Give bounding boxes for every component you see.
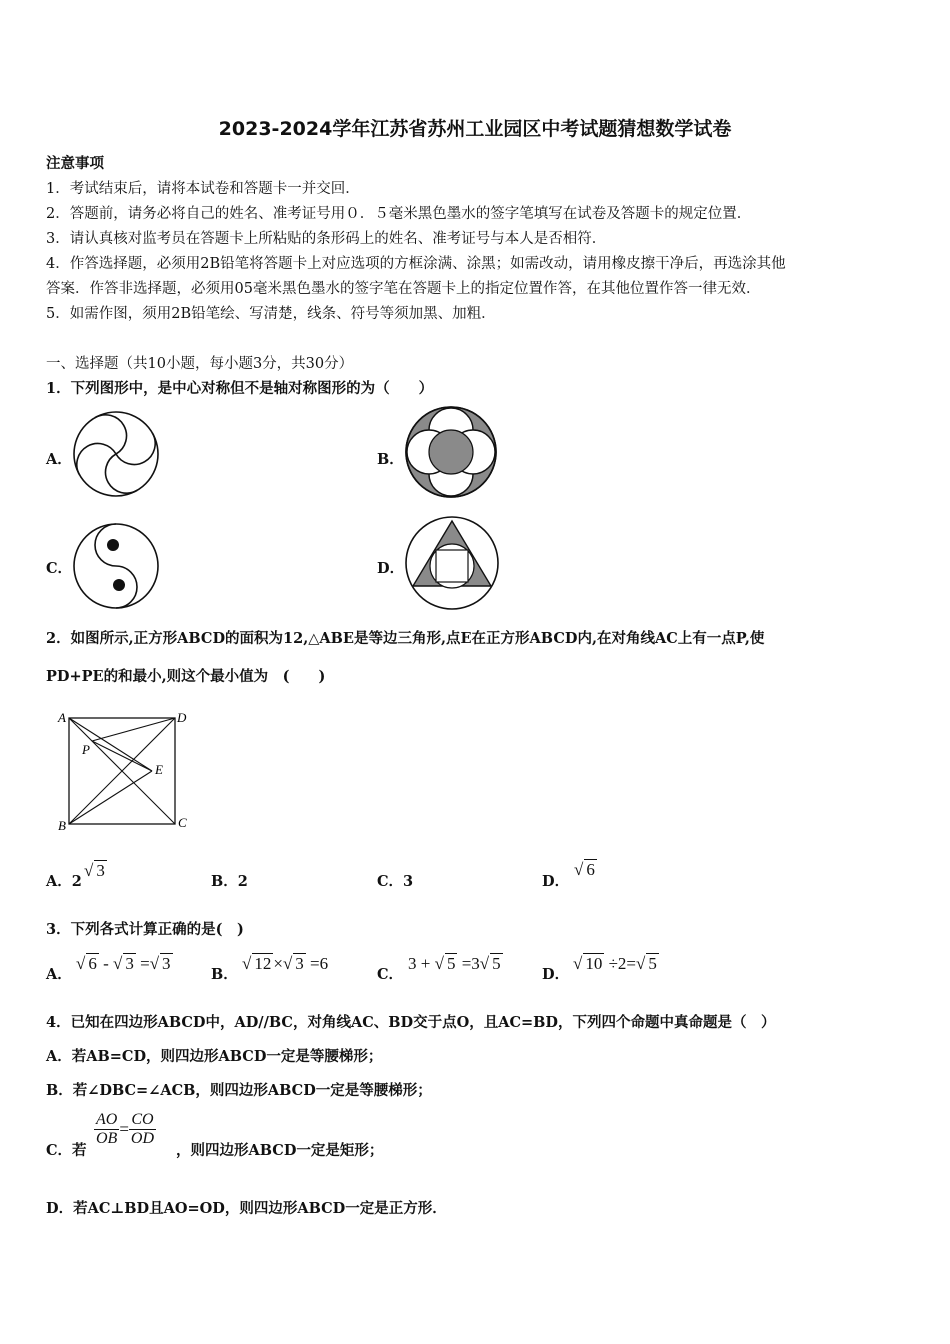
operator: = bbox=[140, 954, 150, 973]
radicand: 3 bbox=[125, 954, 134, 973]
denominator: OD bbox=[130, 1130, 155, 1147]
question-3-stem: 3．下列各式计算正确的是( ) bbox=[46, 921, 244, 938]
radicand: 3 bbox=[96, 861, 105, 880]
point-label-p: P bbox=[82, 742, 90, 757]
numerator: AO bbox=[96, 1111, 118, 1128]
operator: × bbox=[273, 954, 283, 973]
page-title: 2023-2024学年江苏省苏州工业园区中考试题猜想数学试卷 bbox=[218, 118, 732, 140]
radicand: 6 bbox=[586, 860, 595, 879]
yin-yang-figure bbox=[70, 520, 162, 612]
notice-item: 1．考试结束后，请将本试卷和答题卡一并交回． bbox=[46, 181, 360, 197]
q3-option-d-expr: √ 10 ÷2=√ 5 bbox=[573, 954, 657, 973]
operator: - bbox=[103, 954, 109, 973]
q3-option-c-label: C． bbox=[377, 966, 404, 983]
notice-item: 2．答题前，请务必将自己的姓名、准考证号用０．５毫米黑色墨水的签字笔填写在试卷及答题卡的规定位置． bbox=[46, 206, 752, 222]
vertex-label-c: C bbox=[178, 815, 187, 830]
fraction-ao-ob bbox=[94, 1111, 119, 1148]
q4-option-c-fraction-equation bbox=[94, 1111, 156, 1148]
notice-item: 3．请认真核对监考员在答题卡上所粘贴的条形码上的姓名、准考证号与本人是否相符． bbox=[46, 231, 607, 247]
equals-sign: = bbox=[119, 1119, 129, 1139]
operator: =3 bbox=[461, 954, 480, 973]
q4-option-c-label: C．若 bbox=[46, 1142, 87, 1159]
radicand: 5 bbox=[648, 954, 657, 973]
q2-option-c-label: C． bbox=[377, 873, 404, 890]
q3-option-a-label: A． bbox=[46, 966, 72, 983]
q4-option-d: D．若AC⊥BD且AO=OD，则四边形ABCD一定是正方形． bbox=[46, 1200, 447, 1217]
question-2-line2: PD+PE的和最小,则这个最小值为 ( ) bbox=[46, 668, 326, 685]
q2-option-a-coef: 2 bbox=[71, 873, 82, 890]
radicand: 12 bbox=[254, 954, 272, 973]
q4-option-a: A．若AB=CD，则四边形ABCD一定是等腰梯形； bbox=[46, 1048, 383, 1065]
q4-option-b: B．若∠DBC=∠ACB，则四边形ABCD一定是等腰梯形； bbox=[46, 1082, 432, 1099]
notice-item: 5．如需作图，须用2B铅笔绘、写清楚，线条、符号等须加黑、加粗． bbox=[46, 306, 496, 322]
numerator: CO bbox=[129, 1111, 156, 1130]
q3-option-a-expr: √ 6 - √ 3 =√ 3 bbox=[76, 954, 171, 973]
point-label-e: E bbox=[155, 762, 163, 777]
pinwheel-circle-figure bbox=[70, 408, 162, 500]
radicand: 3 bbox=[162, 954, 171, 973]
q2-option-d-radical: √ 6 bbox=[574, 860, 595, 879]
radicand: 5 bbox=[492, 954, 501, 973]
section-heading: 一、选择题（共10小题，每小题3分，共30分） bbox=[46, 356, 354, 372]
q2-option-a-label: A． bbox=[46, 873, 72, 890]
fraction-co-od bbox=[129, 1111, 156, 1148]
q3-option-d-label: D． bbox=[542, 966, 570, 983]
radicand: 3 bbox=[295, 954, 304, 973]
question-2-line1: 2．如图所示,正方形ABCD的面积为12,△ABE是等边三角形,点E在正方形ABCD内,在对角线AC上有一点P,使 bbox=[46, 630, 765, 647]
notice-item: 答案．作答非选择题，必须用05毫米黑色墨水的签字笔在答题卡上的指定位置作答，在其他位置作答一律无效． bbox=[46, 281, 761, 297]
vertex-label-b: B bbox=[58, 818, 66, 832]
operator: =6 bbox=[310, 954, 329, 973]
denominator: OB bbox=[96, 1130, 118, 1147]
square-abcd-diagram bbox=[55, 708, 195, 832]
option-a-label: A． bbox=[46, 451, 72, 468]
radicand: 6 bbox=[88, 954, 97, 973]
option-b-label: B． bbox=[377, 451, 404, 468]
number: 3 bbox=[408, 954, 417, 973]
operator: ÷2= bbox=[608, 954, 637, 973]
q2-option-d-label: D． bbox=[542, 873, 570, 890]
operator: + bbox=[420, 954, 431, 973]
radicand: 5 bbox=[446, 954, 456, 973]
q2-option-b-label: B． bbox=[211, 873, 238, 890]
q2-option-a bbox=[46, 870, 82, 891]
option-d-label: D． bbox=[377, 560, 405, 577]
q2-option-a-radical: √ 3 bbox=[84, 861, 105, 880]
triangle-in-circle-figure bbox=[403, 514, 501, 612]
option-c-label: C． bbox=[46, 560, 73, 577]
notice-item: 4．作答选择题，必须用2B铅笔将答题卡上对应选项的方框涂满、涂黑；如需改动，请用橡皮擦干净后，再选涂其他 bbox=[46, 256, 786, 272]
q2-option-b-value: 2 bbox=[237, 873, 248, 890]
q2-option-b bbox=[211, 870, 248, 891]
q4-option-c-tail: ，则四边形ABCD一定是矩形； bbox=[176, 1142, 384, 1159]
q3-option-b-expr: √ 12 ×√ 3 =6 bbox=[242, 954, 329, 973]
q3-option-b-label: B． bbox=[211, 966, 238, 983]
q3-option-c-expr: 3 + √ 5 =3√ 5 bbox=[408, 954, 501, 973]
notice-heading: 注意事项 bbox=[46, 155, 104, 172]
q2-option-c-value: 3 bbox=[403, 873, 414, 890]
question-4-stem: 4．已知在四边形ABCD中，AD//BC，对角线AC、BD交于点O，且AC=BD，下列四个命题中真命题是（ ） bbox=[46, 1014, 776, 1031]
q2-option-c bbox=[377, 870, 413, 891]
vertex-label-d: D bbox=[177, 710, 187, 725]
question-1-stem: 1．下列图形中，是中心对称但不是轴对称图形的为（ ） bbox=[46, 380, 434, 397]
four-petal-circle-figure bbox=[403, 404, 499, 500]
vertex-label-a: A bbox=[58, 710, 66, 725]
radicand: 10 bbox=[585, 954, 603, 973]
